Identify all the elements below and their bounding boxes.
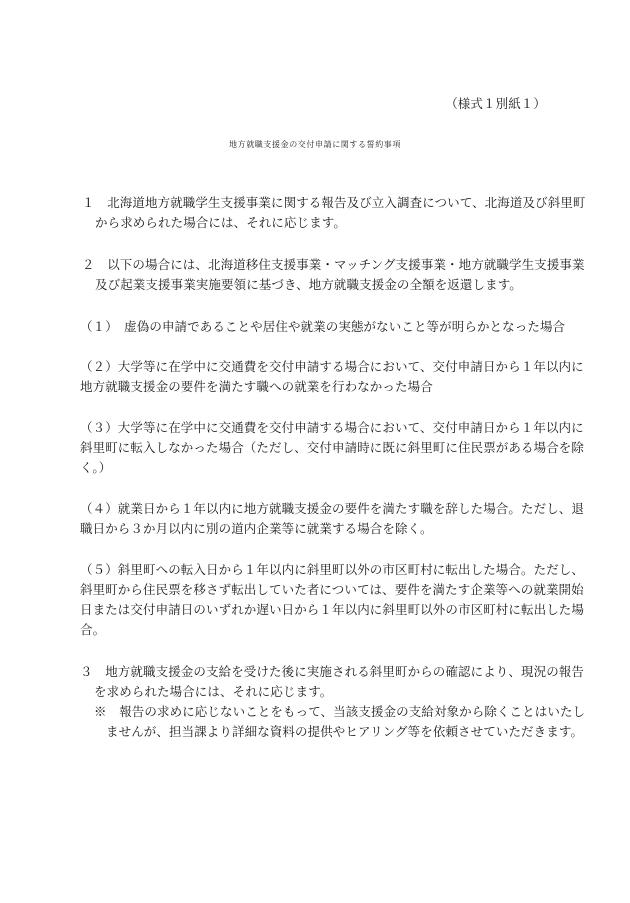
form-number: （様式１別紙１） bbox=[445, 96, 546, 111]
note-line-2: ませんが、担当課より詳細な資料の提供やヒアリング等を依頼させていただきます。 bbox=[106, 724, 584, 739]
document-title: 地方就職支援金の交付申請に関する誓約事項 bbox=[229, 140, 401, 149]
refund-case-3-line-2: 斜里町に転入しなかった場合（ただし、交付申請時に既に斜里町に住民票がある場合を除 bbox=[80, 440, 585, 455]
clause-3-line-2: を求められた場合には、それに応じます。 bbox=[94, 684, 333, 699]
refund-case-4-line-1: （４）就業日から１年以内に地方就職支援金の要件を満たす職を辞した場合。ただし、退 bbox=[80, 501, 585, 516]
refund-case-2-line-1: （２）大学等に在学中に交通費を交付申請する場合において、交付申請日から１年以内に bbox=[80, 359, 584, 374]
note-line-1: ※ 報告の求めに応じないことをもって、当該支援金の支給対象から除くことはいたし bbox=[94, 704, 586, 719]
refund-case-5-line-3: 日または交付申請日のいずれか遅い日から１年以内に斜里町以外の市区町村に転出した場 bbox=[80, 602, 585, 617]
refund-case-3-line-1: （３）大学等に在学中に交通費を交付申請する場合において、交付申請日から１年以内に bbox=[80, 420, 584, 435]
refund-case-3-line-3: く。） bbox=[80, 460, 112, 475]
clause-1-line-2: から求められた場合には、それに応じます。 bbox=[95, 215, 347, 230]
clause-3-line-1: ３ 地方就職支援金の支給を受けた後に実施される斜里町からの確認により、現況の報告 bbox=[80, 664, 585, 679]
refund-case-5-line-4: 合。 bbox=[80, 622, 106, 637]
refund-case-2-line-2: 地方就職支援金の要件を満たす職への就業を行わなかった場合 bbox=[80, 379, 433, 394]
refund-case-5-line-1: （５）斜里町への転入日から１年以内に斜里町以外の市区町村に転出した場合。ただし、 bbox=[80, 562, 585, 577]
refund-case-4-line-2: 職日から３か月以内に別の道内企業等に就業する場合を除く。 bbox=[80, 521, 433, 536]
refund-case-1-line-1: （１） 虚偽の申請であることや居住や就業の実態がないこと等が明らかとなった場合 bbox=[80, 319, 566, 334]
clause-1-line-1: １ 北海道地方就職学生支援事業に関する報告及び立入調査について、北海道及び斜里町 bbox=[82, 195, 586, 210]
refund-case-5-line-2: 斜里町から住民票を移さず転出していた者については、要件を満たす企業等への就業開始 bbox=[80, 582, 584, 597]
clause-2-line-2: 及び起業支援事業実施要領に基づき、地方就職支援金の全額を返還します。 bbox=[95, 277, 522, 292]
clause-2-line-1: ２ 以下の場合には、北海道移住支援事業・マッチング支援事業・地方就職学生支援事業 bbox=[82, 257, 585, 272]
